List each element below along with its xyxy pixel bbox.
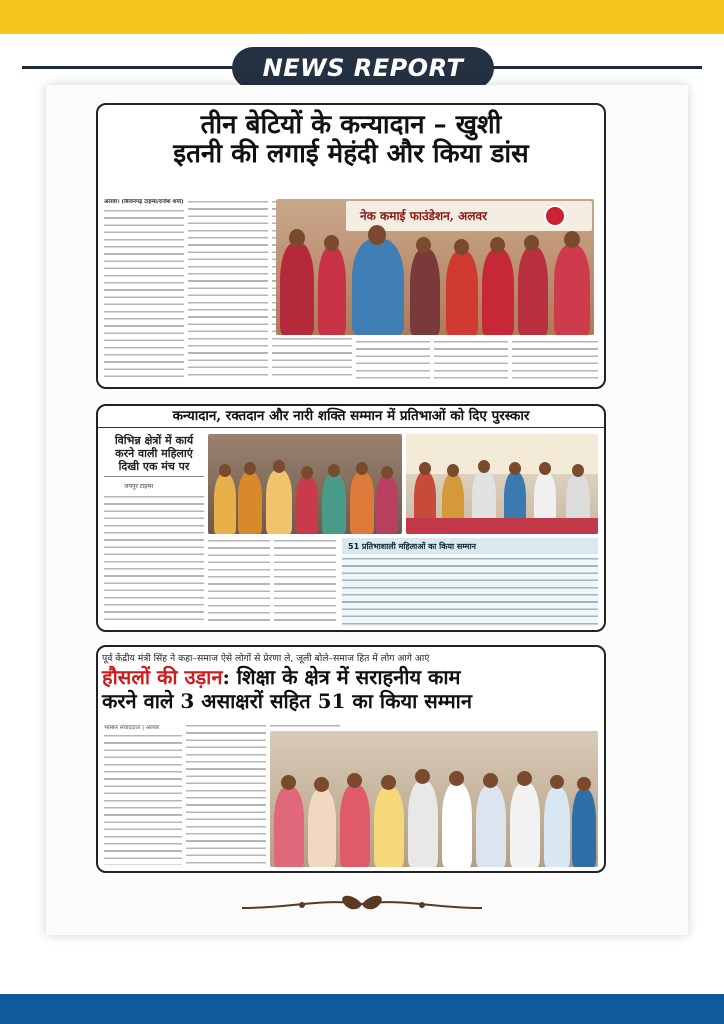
ornament-flourish-icon — [232, 890, 492, 920]
sub-headline-line2: करने वाली महिलाएं — [115, 447, 193, 460]
clipping-1-headline-line2: इतनी की लगाई मेहंदी और किया डांस — [173, 139, 529, 170]
clipping-1-text-column — [356, 339, 430, 383]
clipping-3-group-photo — [270, 731, 598, 867]
news-clipping-1 — [96, 103, 606, 389]
clipping-2-headline: कन्यादान, रक्तदान और नारी शक्ति सम्मान में प्रतिभाओं को दिए पुरस्कार — [98, 409, 604, 428]
clipping-3-headline — [102, 665, 602, 713]
clipping-1-dateline: अलवर। (बिजनगढ़ टाइम्स/राजेश शर्मा) — [104, 199, 184, 205]
page-title: NEWS REPORT — [232, 47, 494, 89]
clipping-3-byline: भास्कर संवाददाता | अलवर — [104, 725, 160, 731]
bottom-color-bar — [0, 994, 724, 1024]
banner-text: नेक कमाई फाउंडेशन, अलवर — [360, 209, 488, 223]
ornament-divider — [232, 890, 492, 920]
clipping-2-text-column — [274, 538, 336, 624]
top-color-bar — [0, 0, 724, 34]
clipping-1-event-photo — [276, 199, 594, 335]
clipping-3-text-column — [186, 723, 266, 865]
clipping-1-headline — [98, 111, 604, 169]
clipping-3-headline-rest: : शिक्षा के क्षेत्र में सराहनीय काम — [222, 665, 461, 689]
gift-table — [406, 518, 598, 534]
clipping-2-award-photo-left — [208, 434, 402, 534]
clipping-1-text-column — [104, 199, 184, 381]
clipping-2-text-column — [208, 538, 270, 624]
sub-headline-line1: विभिन्न क्षेत्रों में कार्य — [114, 434, 194, 447]
clipping-1-text-column — [512, 339, 598, 383]
clipping-2-byline: जयपुर टाइम्स — [124, 483, 154, 490]
clipping-2-highlight-box — [342, 556, 598, 626]
clipping-3-headline-red: हौसलों की उड़ान — [102, 665, 223, 689]
clipping-1-text-column — [434, 339, 508, 383]
clipping-2-text-column — [104, 494, 204, 624]
stage-backdrop — [406, 434, 598, 474]
news-clipping-2 — [96, 404, 606, 632]
clipping-2-sub-headline — [104, 434, 204, 477]
sub-headline-line3: दिखी एक मंच पर — [118, 460, 190, 473]
news-clipping-3 — [96, 645, 606, 873]
clipping-3-headline-line2: करने वाले 3 असाक्षरों सहित 51 का किया सम्मान — [102, 689, 472, 713]
clipping-3-text-column — [104, 733, 182, 865]
clipping-1-headline-line1: तीन बेटियों के कन्यादान – खुशी — [200, 110, 502, 140]
banner-logo-icon — [544, 205, 566, 227]
clipping-2-award-photo-right — [406, 434, 598, 534]
clipping-3-kicker: पूर्व केंद्रीय मंत्री सिंह ने कहा–समाज ऐसे लोगों से प्रेरणा ले, जूली बोले–समाज हित में लोग आगे आएं — [102, 653, 430, 664]
clipping-1-text-column — [188, 199, 268, 381]
clipping-2-caption: 51 प्रतिभाशाली महिलाओं का किया सम्मान — [342, 538, 598, 554]
